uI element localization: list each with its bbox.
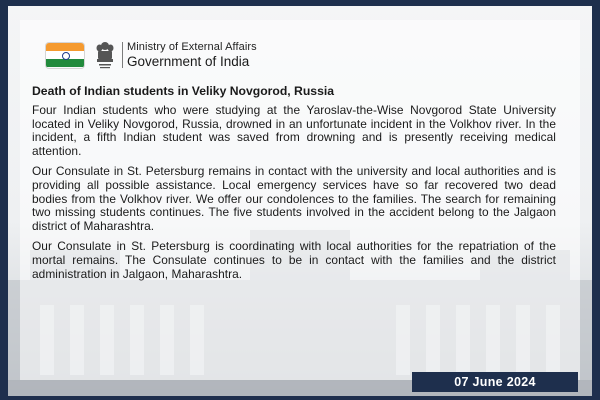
ministry-header [46, 38, 257, 72]
header-divider [122, 42, 123, 68]
frame-right [592, 0, 600, 400]
frame-bottom [0, 396, 600, 400]
article-paragraph: Our Consulate in St. Petersburg is coordinating with local authorities for the repatriation of the mortal remains. The Consulate continues to be in contact with the families and the district administration in Jalgaon, Maharashtra. [32, 239, 556, 281]
ministry-line-2: Government of India [127, 53, 250, 69]
state-emblem-icon [94, 40, 116, 70]
article-paragraph: Four Indian students who were studying at the Yaroslav-the-Wise Novgorod State University located in Veliky Novgorod, Russia, drowned in an unfortunate incident in the Volkhov river. In the incident, a fifth Indian student was saved from drowning and is presently receiving medical attention. [32, 103, 556, 158]
frame-left [0, 0, 8, 400]
article-paragraph: Our Consulate in St. Petersburg remains in contact with the university and local authorities and is providing all possible assistance. Local emergency services have so far recovered two dead bodies from the Volkhov river. We offer our condolences to the families. The search for remaining two missing students continues. The five students involved in the accident belong to the Jalgaon district of Maharashtra. [32, 164, 556, 233]
ministry-name [127, 42, 257, 69]
ministry-line-1: Ministry of External Affairs [127, 40, 257, 53]
frame-top [0, 0, 600, 6]
article-title: Death of Indian students in Veliky Novgorod, Russia [32, 84, 335, 98]
india-flag-icon [46, 43, 84, 68]
date-badge: 07 June 2024 [412, 372, 578, 392]
article-body [32, 84, 556, 288]
